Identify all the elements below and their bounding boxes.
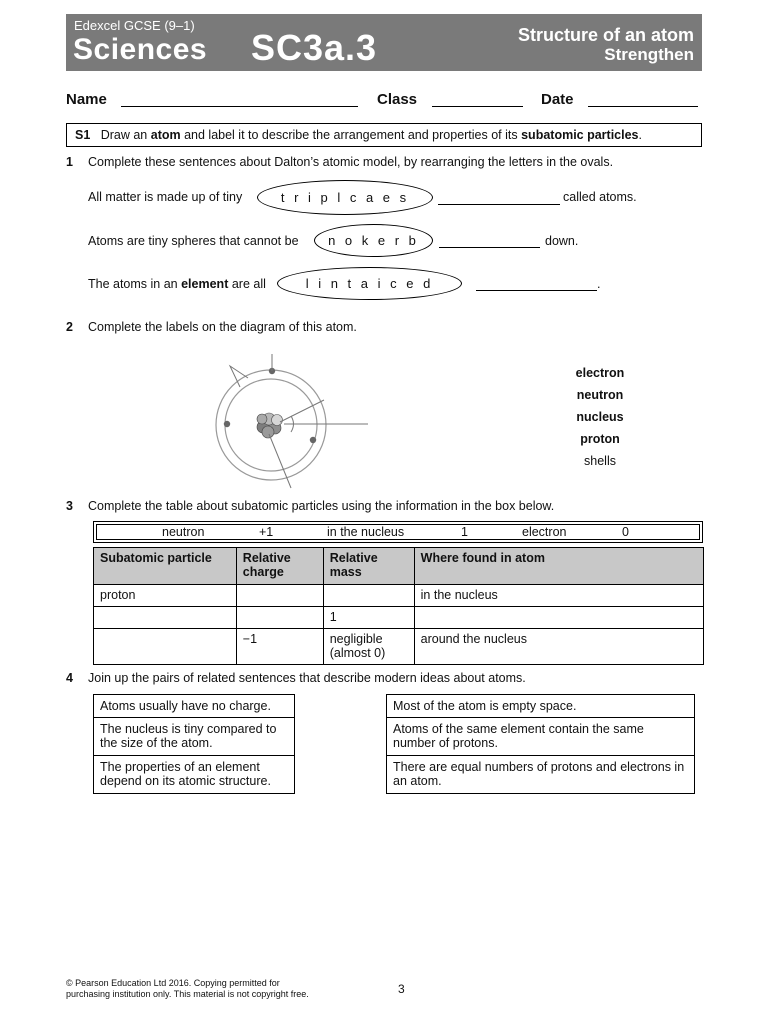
table-cell-answer[interactable] — [236, 607, 323, 629]
table-cell-answer[interactable] — [236, 585, 323, 607]
word-electron: electron — [575, 366, 625, 380]
table-row — [94, 607, 704, 629]
q3-info-box — [93, 521, 703, 543]
table-cell: 1 — [323, 607, 414, 629]
worksheet-subtitle: Strengthen — [604, 45, 694, 64]
q4-right-statement-3[interactable]: There are equal numbers of protons and electrons in an atom. — [386, 755, 695, 794]
q3-number: 3 — [66, 499, 73, 513]
table-cell: −1 — [236, 629, 323, 665]
table-header: Where found in atom — [414, 548, 703, 585]
q4-left-statement-2[interactable]: The nucleus is tiny compared to the size of the atom. — [93, 717, 295, 756]
table-header: Relative mass — [323, 548, 414, 585]
s1-number: S1 — [75, 128, 91, 142]
q4-left-statement-3[interactable]: The properties of an element depend on its atomic structure. — [93, 755, 295, 794]
q1-sentence-3 — [88, 277, 266, 291]
copyright-line-1: © Pearson Education Ltd 2016. Copying permitted for — [66, 978, 280, 988]
q1-sentence-1: All matter is made up of tiny — [88, 190, 243, 204]
s1-bold-b: subatomic particles — [521, 128, 639, 142]
table-cell: around the nucleus — [414, 629, 703, 665]
q1-sentence-1-end: called atoms. — [563, 190, 637, 204]
word-proton: proton — [580, 432, 620, 446]
box-word-plus-one: +1 — [259, 525, 274, 539]
box-word-electron: electron — [522, 525, 567, 539]
table-header: Subatomic particle — [94, 548, 237, 585]
q1-sentence-3-end: . — [597, 277, 601, 291]
electron-right — [310, 437, 316, 443]
q1-oval-1: t r i p l c a e s — [257, 180, 433, 215]
table-cell-answer[interactable] — [414, 607, 703, 629]
table-header: Relative charge — [236, 548, 323, 585]
box-word-zero: 0 — [622, 525, 629, 539]
copyright-line-2: purchasing institution only. This material is not copyright free. — [66, 989, 309, 999]
q4-prompt: Join up the pairs of related sentences that describe modern ideas about atoms. — [88, 671, 526, 685]
table-row — [94, 629, 704, 665]
q2-prompt: Complete the labels on the diagram of this atom. — [88, 320, 357, 334]
name-label: Name — [66, 91, 107, 108]
table-cell: in the nucleus — [414, 585, 703, 607]
q1-sentence-3-a: The atoms in an — [88, 277, 182, 291]
class-field[interactable] — [432, 106, 523, 107]
subatomic-table — [93, 547, 704, 665]
s1-text-c: . — [638, 128, 642, 142]
q1-sentence-3-bold: element — [181, 277, 229, 291]
box-word-in-nucleus: in the nucleus — [327, 525, 405, 539]
box-word-one: 1 — [461, 525, 468, 539]
q1-oval-2: n o k e r b — [314, 224, 433, 257]
table-cell-answer[interactable] — [94, 607, 237, 629]
name-field[interactable] — [121, 106, 358, 107]
electron-left — [224, 421, 230, 427]
table-row — [94, 585, 704, 607]
q1-number: 1 — [66, 155, 73, 169]
q2-number: 2 — [66, 320, 73, 334]
subject-title: Sciences — [73, 33, 208, 66]
series-label: Edexcel GCSE (9–1) — [74, 18, 195, 33]
q4-number: 4 — [66, 671, 73, 685]
nucleus — [257, 413, 283, 438]
q1-sentence-2-end: down. — [545, 234, 579, 248]
q4-right-statement-1[interactable]: Most of the atom is empty space. — [386, 694, 695, 718]
q1-oval-3: l i n t a i c e d — [277, 267, 462, 300]
q1-sentence-2: Atoms are tiny spheres that cannot be — [88, 234, 299, 248]
q1-answer-2[interactable] — [439, 247, 540, 248]
s1-bold-a: atom — [150, 128, 181, 142]
q4-right-statement-2[interactable]: Atoms of the same element contain the same number of protons. — [386, 717, 695, 756]
s1-task-box — [66, 123, 702, 147]
s1-text-a: Draw an — [100, 128, 151, 142]
word-shells: shells — [584, 454, 616, 468]
box-word-neutron: neutron — [162, 525, 205, 539]
date-field[interactable] — [588, 106, 698, 107]
q1-answer-3[interactable] — [476, 290, 597, 291]
table-cell: negligible (almost 0) — [323, 629, 414, 665]
table-cell-answer[interactable] — [323, 585, 414, 607]
s1-text-b: and label it to describe the arrangement and properties of its — [180, 128, 522, 142]
word-neutron: neutron — [576, 388, 624, 402]
worksheet-code: SC3a.3 — [251, 27, 378, 68]
q1-answer-1[interactable] — [438, 204, 560, 205]
footer-copyright — [66, 978, 309, 1000]
page-number: 3 — [398, 982, 405, 996]
word-nucleus: nucleus — [576, 410, 624, 424]
q1-sentence-3-b: are all — [228, 277, 266, 291]
header-banner — [66, 14, 702, 71]
worksheet-title: Structure of an atom — [517, 25, 694, 45]
table-cell: proton — [94, 585, 237, 607]
date-label: Date — [541, 91, 574, 108]
q3-prompt: Complete the table about subatomic particles using the information in the box below. — [88, 499, 555, 513]
q2-word-list — [560, 362, 640, 472]
q1-prompt: Complete these sentences about Dalton’s atomic model, by rearranging the letters in the ovals. — [88, 155, 614, 169]
class-label: Class — [377, 91, 418, 108]
q4-left-statement-1[interactable]: Atoms usually have no charge. — [93, 694, 295, 718]
table-header-row — [94, 548, 704, 585]
atom-diagram — [200, 350, 380, 490]
table-cell-answer[interactable] — [94, 629, 237, 665]
